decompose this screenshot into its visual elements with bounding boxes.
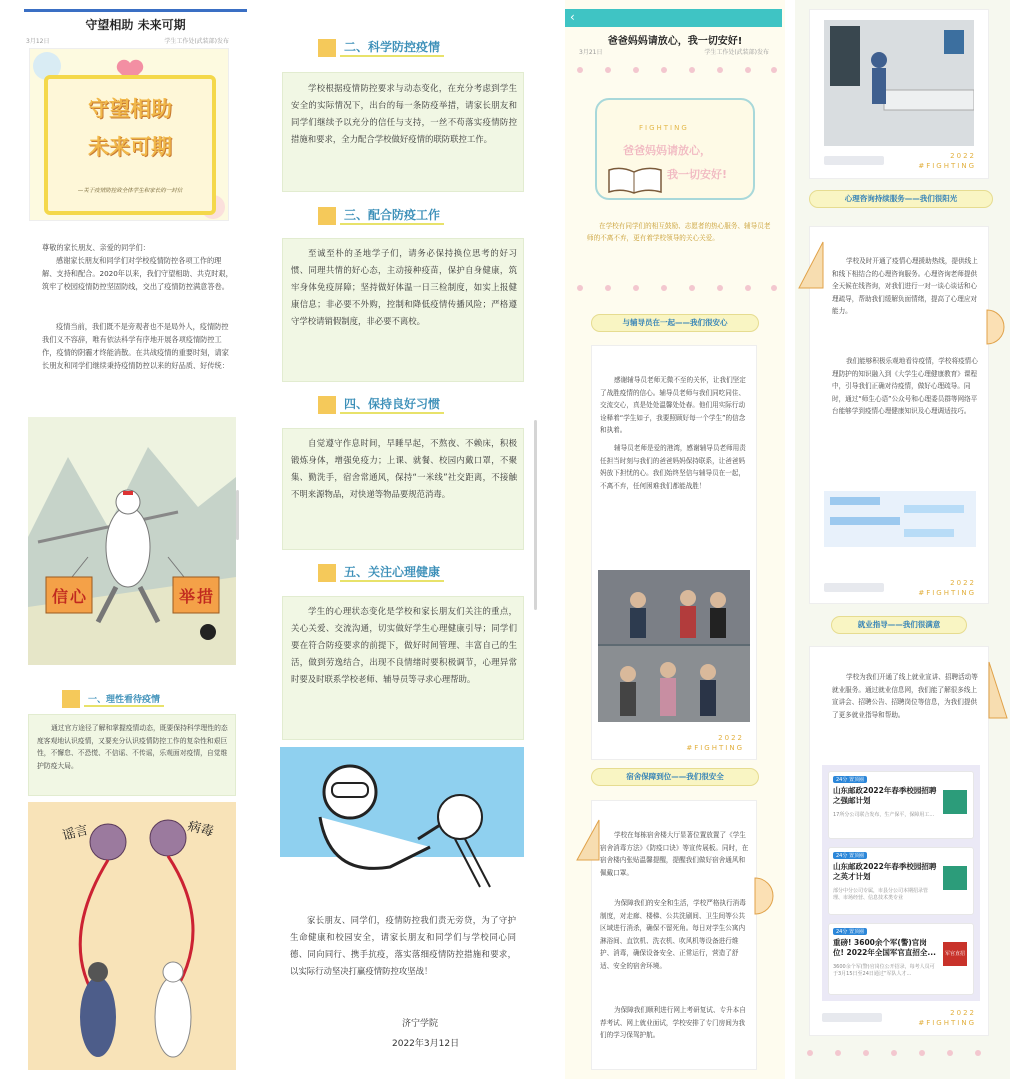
- caption-bar: [822, 1013, 882, 1022]
- ruler-triangle-icon: [575, 818, 601, 862]
- job-post-card[interactable]: [828, 923, 974, 995]
- decor-dot: [807, 1050, 813, 1056]
- decor-dot: [919, 1050, 925, 1056]
- article-column-4: [795, 0, 1010, 1079]
- year-label: 2022: [950, 1009, 976, 1017]
- job-summary: 17所分公司联合发布，生产保平，保障用工...: [833, 812, 935, 818]
- fighting-tag: #FIGHTING: [918, 1019, 976, 1027]
- job-tag: 24分 置顶圈: [833, 928, 867, 935]
- paragraph: 疫情当前，我们既不是旁观者也不是局外人，疫情防控我们义不容辞，唯有依法科学有序地开展各项疫情防控工作，疫情的阴霾才终能消散。在共战疫情的重要时刻，请家长朋友和同学们继续秉持疫情防控以来的好品质、好传统：: [42, 322, 229, 370]
- square-icon: [62, 690, 80, 708]
- year-label: 2022: [718, 734, 744, 742]
- fighting-tag: #FIGHTING: [918, 162, 976, 170]
- ruler-triangle-icon: [987, 660, 1009, 720]
- banner-fighting: FIGHTING: [639, 124, 689, 132]
- job-post-card[interactable]: [828, 771, 974, 839]
- job-thumbnail: [943, 866, 967, 890]
- decor-dot: [717, 67, 723, 73]
- closing-paragraph: 家长朋友、同学们，疫情防控我们责无旁贷，为了守护生命健康和校园安全，请家长朋友和同学们与学校同心同德、同向同行、携手抗疫，落实落细疫情防控措施和要求，以实际行动坚决打赢疫情防控攻坚战！: [290, 915, 516, 976]
- caption-bar: [824, 156, 884, 165]
- scrollbar[interactable]: [534, 420, 537, 610]
- cartoon-armwrestling-image: [280, 747, 524, 899]
- decor-dot: [975, 1050, 981, 1056]
- section-card: [809, 226, 989, 604]
- paragraph: 学校根据疫情防控要求与动态变化，在充分考虑到学生安全的实际情况下，出台的每一条防疫举措，请家长朋友和同学们继续予以充分的信任与支持，一丝不苟落实疫情防控措施和要求，全力配合学校做好疫情的联防联控工作。: [291, 83, 517, 144]
- article-source: 学生工作处(武装部)发布: [164, 38, 229, 45]
- job-tag: 24分 置顶圈: [833, 776, 867, 783]
- paragraph: 学校在每栋宿舍楼大厅显著位置放置了《学生宿舍消毒方法》《防疫口诀》等宣传展板。同时，在宿舍楼内张贴温馨提醒，提醒我们做好宿舍通风和佩戴口罩。: [600, 831, 749, 877]
- paragraph: 通过官方途径了解和掌握疫情动态，既要保持科学理性的态度客观地认识疫情，又要充分认识疫情防控工作的复杂性和艰巨性，不懈怠、不恐慌、不信谣、不传谣，乐观面对疫情，自觉维护防疫大局。: [37, 724, 228, 770]
- section-heading-5: 五、关注心理健康: [318, 563, 444, 582]
- decor-dot: [835, 1050, 841, 1056]
- article-title: 守望相助 未来可期: [85, 18, 186, 32]
- paragraph: 学生的心理状态变化是学校和家长朋友们关注的重点，关心关爱、交流沟通，切实做好学生心理健康引导；同学们要在符合防疫要求的前提下，做好时间管理、丰富自己的生活，做到劳逸结合，出现不良情绪时要积极调节，心理异常时要及时联系学校老师、辅导员等寻求心理帮助。: [291, 606, 517, 684]
- ruler-triangle-icon: [797, 240, 825, 290]
- section-card: [809, 646, 989, 1036]
- square-icon: [318, 207, 336, 225]
- job-title: 山东邮政2022年春季校园招聘之英才计划: [833, 862, 937, 881]
- protractor-icon: [985, 308, 1009, 346]
- back-button[interactable]: ‹: [570, 10, 575, 24]
- decor-dot: [689, 285, 695, 291]
- disinfection-photo: [824, 20, 974, 146]
- article-date: 3月12日: [26, 38, 50, 45]
- decor-dot: [745, 67, 751, 73]
- year-label: 2022: [950, 152, 976, 160]
- poster-title-1: 守望相助: [88, 96, 172, 121]
- decor-dot: [771, 67, 777, 73]
- decor-dot: [661, 285, 667, 291]
- section-heading-1: 一、理性看待疫情: [62, 690, 164, 708]
- section-pill: 就业指导——我们很满意: [831, 616, 967, 634]
- decor-dot: [577, 285, 583, 291]
- decor-dot: [947, 1050, 953, 1056]
- basket-label-measures: 举措: [178, 587, 215, 606]
- decor-dot: [863, 1050, 869, 1056]
- label-rumor: 谣言: [61, 822, 91, 845]
- poster-subtitle: —关于疫情防控致全体学生和家长的一封信: [77, 188, 183, 194]
- decor-dot: [633, 67, 639, 73]
- greeting: 尊敬的家长朋友、亲爱的同学们：: [42, 243, 150, 252]
- section-heading-2: 二、科学防控疫情: [318, 38, 444, 57]
- chat-screenshot: [824, 491, 976, 547]
- cartoon-doctor-image: [28, 417, 236, 665]
- protractor-icon: [751, 876, 777, 916]
- scrollbar[interactable]: [236, 490, 239, 540]
- paragraph: 自觉遵守作息时间，早睡早起，不熬夜、不赖床，积极锻炼身体，增强免疫力；上课、就餐、校园内戴口罩，不聚集、勤洗手，宿舍常通风，保持“一米线”社交距离，不接触不明来源物品，对快递等物品要规范消毒。: [291, 438, 517, 499]
- square-icon: [318, 564, 336, 582]
- job-post-card[interactable]: [828, 847, 974, 915]
- counselor-photo: [598, 570, 750, 722]
- job-thumbnail: [943, 790, 967, 814]
- section-card: [591, 345, 757, 760]
- job-title: 山东邮政2022年春季校园招聘之强邮计划: [833, 786, 937, 805]
- square-icon: [318, 396, 336, 414]
- decor-dot: [605, 285, 611, 291]
- section-2-box: [282, 72, 524, 192]
- paragraph: 学校及时开通了疫情心理援助热线，提供线上和线下相结合的心理咨询服务。心理咨询老师提供全天候在线咨询，对我们进行一对一谈心谈话和心理疏导，帮助我们缓解负面情绪，提高了心理应对能力。: [832, 257, 978, 315]
- year-label: 2022: [950, 579, 976, 587]
- article-date: 3月21日: [579, 49, 603, 56]
- basket-label-confidence: 信心: [51, 587, 88, 606]
- fighting-tag: #FIGHTING: [918, 589, 976, 597]
- section-pill: 宿舍保障到位——我们很安全: [591, 768, 759, 786]
- progress-bar: [24, 9, 247, 12]
- decor-dot: [605, 67, 611, 73]
- decor-dot: [771, 285, 777, 291]
- book-icon: [607, 166, 663, 194]
- poster-title-2: 未来可期: [88, 134, 172, 159]
- square-icon: [318, 39, 336, 57]
- article-column-2: [272, 0, 530, 1079]
- paragraph: 为保障我们的安全和生活，学校严格执行消毒制度，对走廊、楼梯、公共洗刷间、卫生间等公共区域进行消杀，确保不留死角。每日对学生公寓内淋浴间、直饮机、洗衣机、吹风机等设备进行维护、消毒，确保设备安全、正常运行，营造了舒适、安全的宿舍环境。: [600, 899, 746, 970]
- decor-dot: [661, 67, 667, 73]
- sign-date: 2022年3月12日: [392, 1039, 460, 1049]
- paragraph: 至诚至朴的圣地学子们，请务必保持换位思考的好习惯、同理共情的好心态，主动接种疫苗，保护自身健康，筑牢身体免疫屏障；坚持做好体温一日三检制度，如实上报健康信息；非必要不外购，控制和降低疫情传播风险；严格遵守学校请销假制度，非必要不离校。: [291, 248, 517, 326]
- section-heading-3: 三、配合防疫工作: [318, 206, 444, 225]
- intro-paragraph: 在学校有同学们的相互鼓励、志愿者的热心服务、辅导员老师的不离不弃，更有着学校领导的关心关爱。: [587, 222, 771, 242]
- article-title: 爸爸妈妈请放心，我一切安好!: [607, 36, 743, 47]
- job-thumbnail: 军官直招: [943, 942, 967, 966]
- decor-dot: [577, 67, 583, 73]
- cartoon-virus-image: [28, 802, 236, 1070]
- section-pill: 心理咨询持续服务——我们很阳光: [809, 190, 993, 208]
- article-column-1: [24, 0, 247, 1079]
- caption-bar: [824, 583, 884, 592]
- section-pill: 与辅导员在一起——我们很安心: [591, 314, 759, 332]
- paragraph: 感谢辅导员老师无微不至的关怀，让我们坚定了战胜疫情的信心。辅导员老师与我们同吃同住、交流交心，真是处处温馨处处春。他们用实际行动诠释着“学生如子，我要照顾好每一个学生”的信念和执着。: [600, 376, 746, 434]
- section-card: [591, 800, 757, 1070]
- section-3-box: [282, 238, 524, 382]
- paragraph: 我们能够积极乐观地看待疫情，学校将疫情心理防护的知识融入到《大学生心理健康教育》课程中，引导我们正确对待疫情，做好心理疏导。同时，通过“师生心语”公众号和心理委员群等网络平台能够学到疫情心理健康知识及心理调适技巧。: [832, 357, 978, 415]
- job-summary: 3600余个军(警)官岗位公开招录，每考人员可于3月15日至24日通过“军队人才...: [833, 964, 935, 977]
- paragraph: 学校为我们开通了线上就业宣讲、招聘活动等就业服务。通过就业信息网，我们能了解很多线上宣讲会、招聘公告、招聘岗位等信息，为我们提供了更多就业指导和帮助。: [832, 673, 978, 719]
- paragraph: 感谢家长朋友和同学们对学校疫情防控各项工作的理解、支持和配合。2020年以来，我们守望相助、共克时艰，筑牢了校园疫情防控坚固防线，交出了疫情防控满意答卷。: [42, 256, 233, 291]
- banner-card: [595, 98, 755, 200]
- section-5-box: [282, 596, 524, 740]
- banner-line-2: 我一切安好!: [667, 168, 728, 181]
- article-source: 学生工作处(武装部)发布: [704, 49, 769, 56]
- job-summary: 部分中分公司专属，市县分公司本期招录管理、市场经营、信息技术类专业: [833, 888, 929, 901]
- section-heading-4: 四、保持良好习惯: [318, 395, 444, 414]
- paragraph: 为保障我们顺利进行网上考研复试、专升本自荐考试、网上就业面试，学校安排了专门房间为我们的学习保驾护航。: [600, 1006, 746, 1039]
- decor-dot: [891, 1050, 897, 1056]
- decor-dot: [633, 285, 639, 291]
- banner-line-1: 爸爸妈妈请放心，: [623, 144, 711, 157]
- job-list: [822, 765, 980, 1001]
- cover-poster: [29, 48, 229, 221]
- paragraph: 辅导员老师是爱的港湾，感谢辅导员老师用责任担当时刻与我们的爸爸妈妈保持联系，让爸爸妈妈放下担忧的心。我们始终坚信与辅导员在一起，不离不弃，任何困难我们都能战胜！: [600, 444, 746, 490]
- decor-dot: [689, 67, 695, 73]
- job-title: 重磅! 3600余个军(警)官岗位! 2022年全国军官直招全...: [833, 938, 936, 957]
- label-virus: 病毒: [185, 818, 215, 841]
- decor-dot: [745, 285, 751, 291]
- fighting-tag: #FIGHTING: [686, 744, 744, 752]
- decor-dot: [717, 285, 723, 291]
- section-1-box: [28, 714, 236, 796]
- job-tag: 24分 置顶圈: [833, 852, 867, 859]
- header-bar: [565, 9, 782, 27]
- article-column-3: [565, 0, 785, 1079]
- section-card: [809, 9, 989, 179]
- section-4-box: [282, 428, 524, 550]
- signature: 济宁学院: [402, 1019, 439, 1029]
